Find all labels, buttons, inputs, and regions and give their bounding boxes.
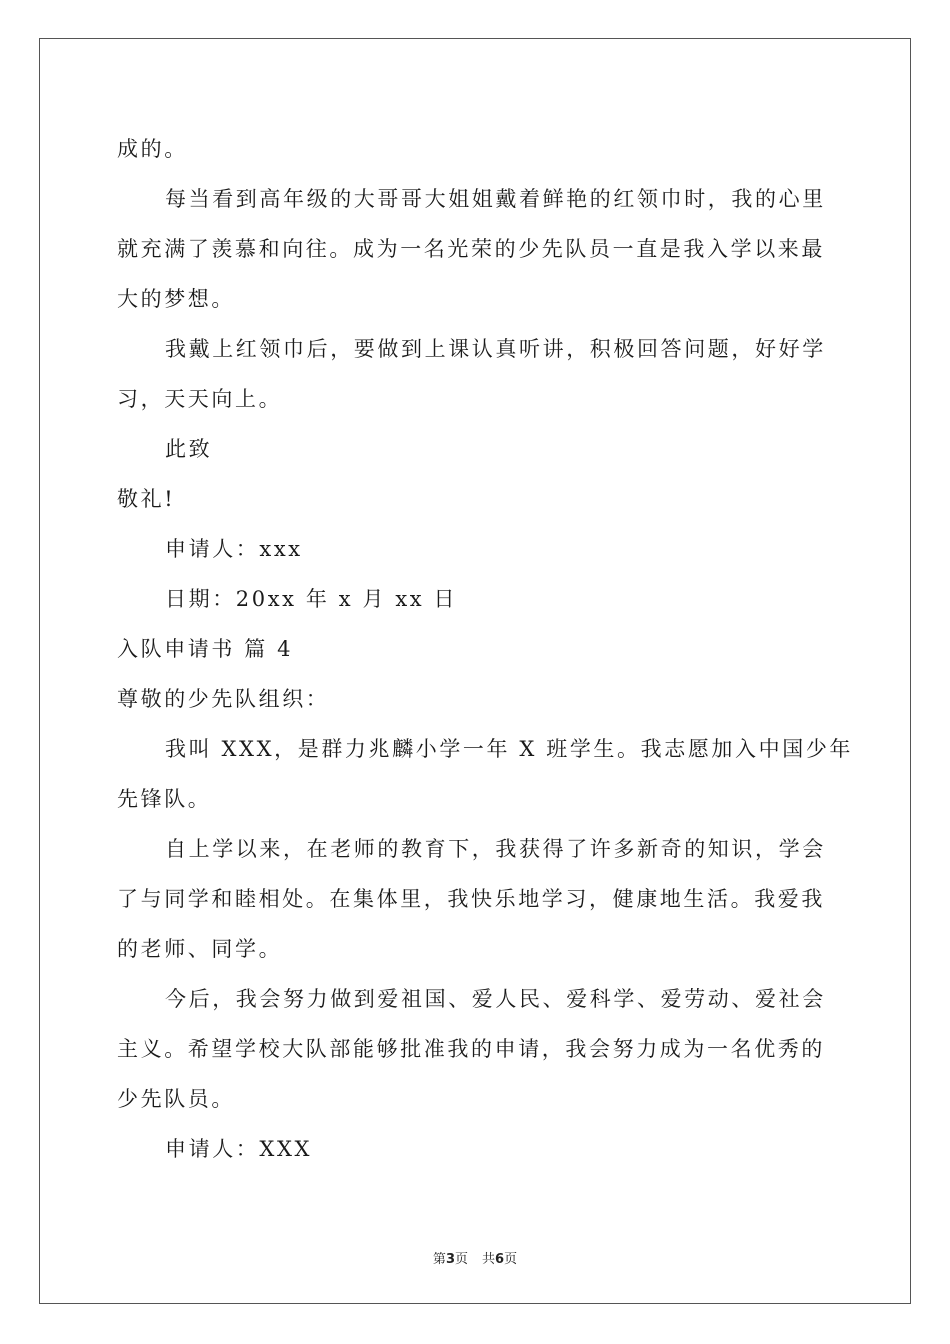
footer-page-unit: 页: [454, 1252, 468, 1267]
closing-respect: 敬礼!: [117, 487, 176, 511]
applicant-line-2: 申请人：XXX: [165, 1137, 313, 1161]
applicant-line: 申请人：xxx: [165, 537, 303, 561]
text-line-2: 每当看到高年级的大哥哥大姐姐戴着鲜艳的红领巾时，我的心里: [165, 187, 826, 211]
text-line-20: 少先队员。: [117, 1087, 235, 1111]
text-line-3: 就充满了羡慕和向往。成为一名光荣的少先队员一直是我入学以来最: [117, 237, 825, 261]
section-title: 入队申请书 篇 4: [117, 637, 294, 661]
footer-prefix: 第: [432, 1252, 446, 1267]
text-line-16: 了与同学和睦相处。在集体里，我快乐地学习，健康地生活。我爱我: [117, 887, 825, 911]
closing-salutation: 此致: [165, 437, 213, 461]
text-line-15: 自上学以来，在老师的教育下，我获得了许多新奇的知识，学会: [165, 837, 826, 861]
text-line-14: 先锋队。: [117, 787, 212, 811]
text-line-1: 成的。: [117, 137, 188, 161]
text-line-5: 我戴上红领巾后，要做到上课认真听讲，积极回答问题，好好学: [165, 337, 826, 361]
letter-greeting: 尊敬的少先队组织：: [117, 687, 330, 711]
footer-total-unit: 页: [504, 1252, 518, 1267]
text-line-17: 的老师、同学。: [117, 937, 283, 961]
text-line-13: 我叫 XXX，是群力兆麟小学一年 X 班学生。我志愿加入中国少年: [165, 737, 854, 761]
text-line-18: 今后，我会努力做到爱祖国、爱人民、爱科学、爱劳动、爱社会: [165, 987, 826, 1011]
text-line-4: 大的梦想。: [117, 287, 235, 311]
footer-page-number: 3: [445, 1252, 455, 1267]
page-footer: [0, 1248, 950, 1267]
footer-total-prefix: 共: [482, 1252, 496, 1267]
footer-total-pages: 6: [495, 1252, 505, 1267]
text-line-19: 主义。希望学校大队部能够批准我的申请，我会努力成为一名优秀的: [117, 1037, 825, 1061]
document-body: [117, 128, 854, 1178]
text-line-6: 习，天天向上。: [117, 387, 283, 411]
date-line: 日期：20xx 年 x 月 xx 日: [165, 587, 458, 611]
